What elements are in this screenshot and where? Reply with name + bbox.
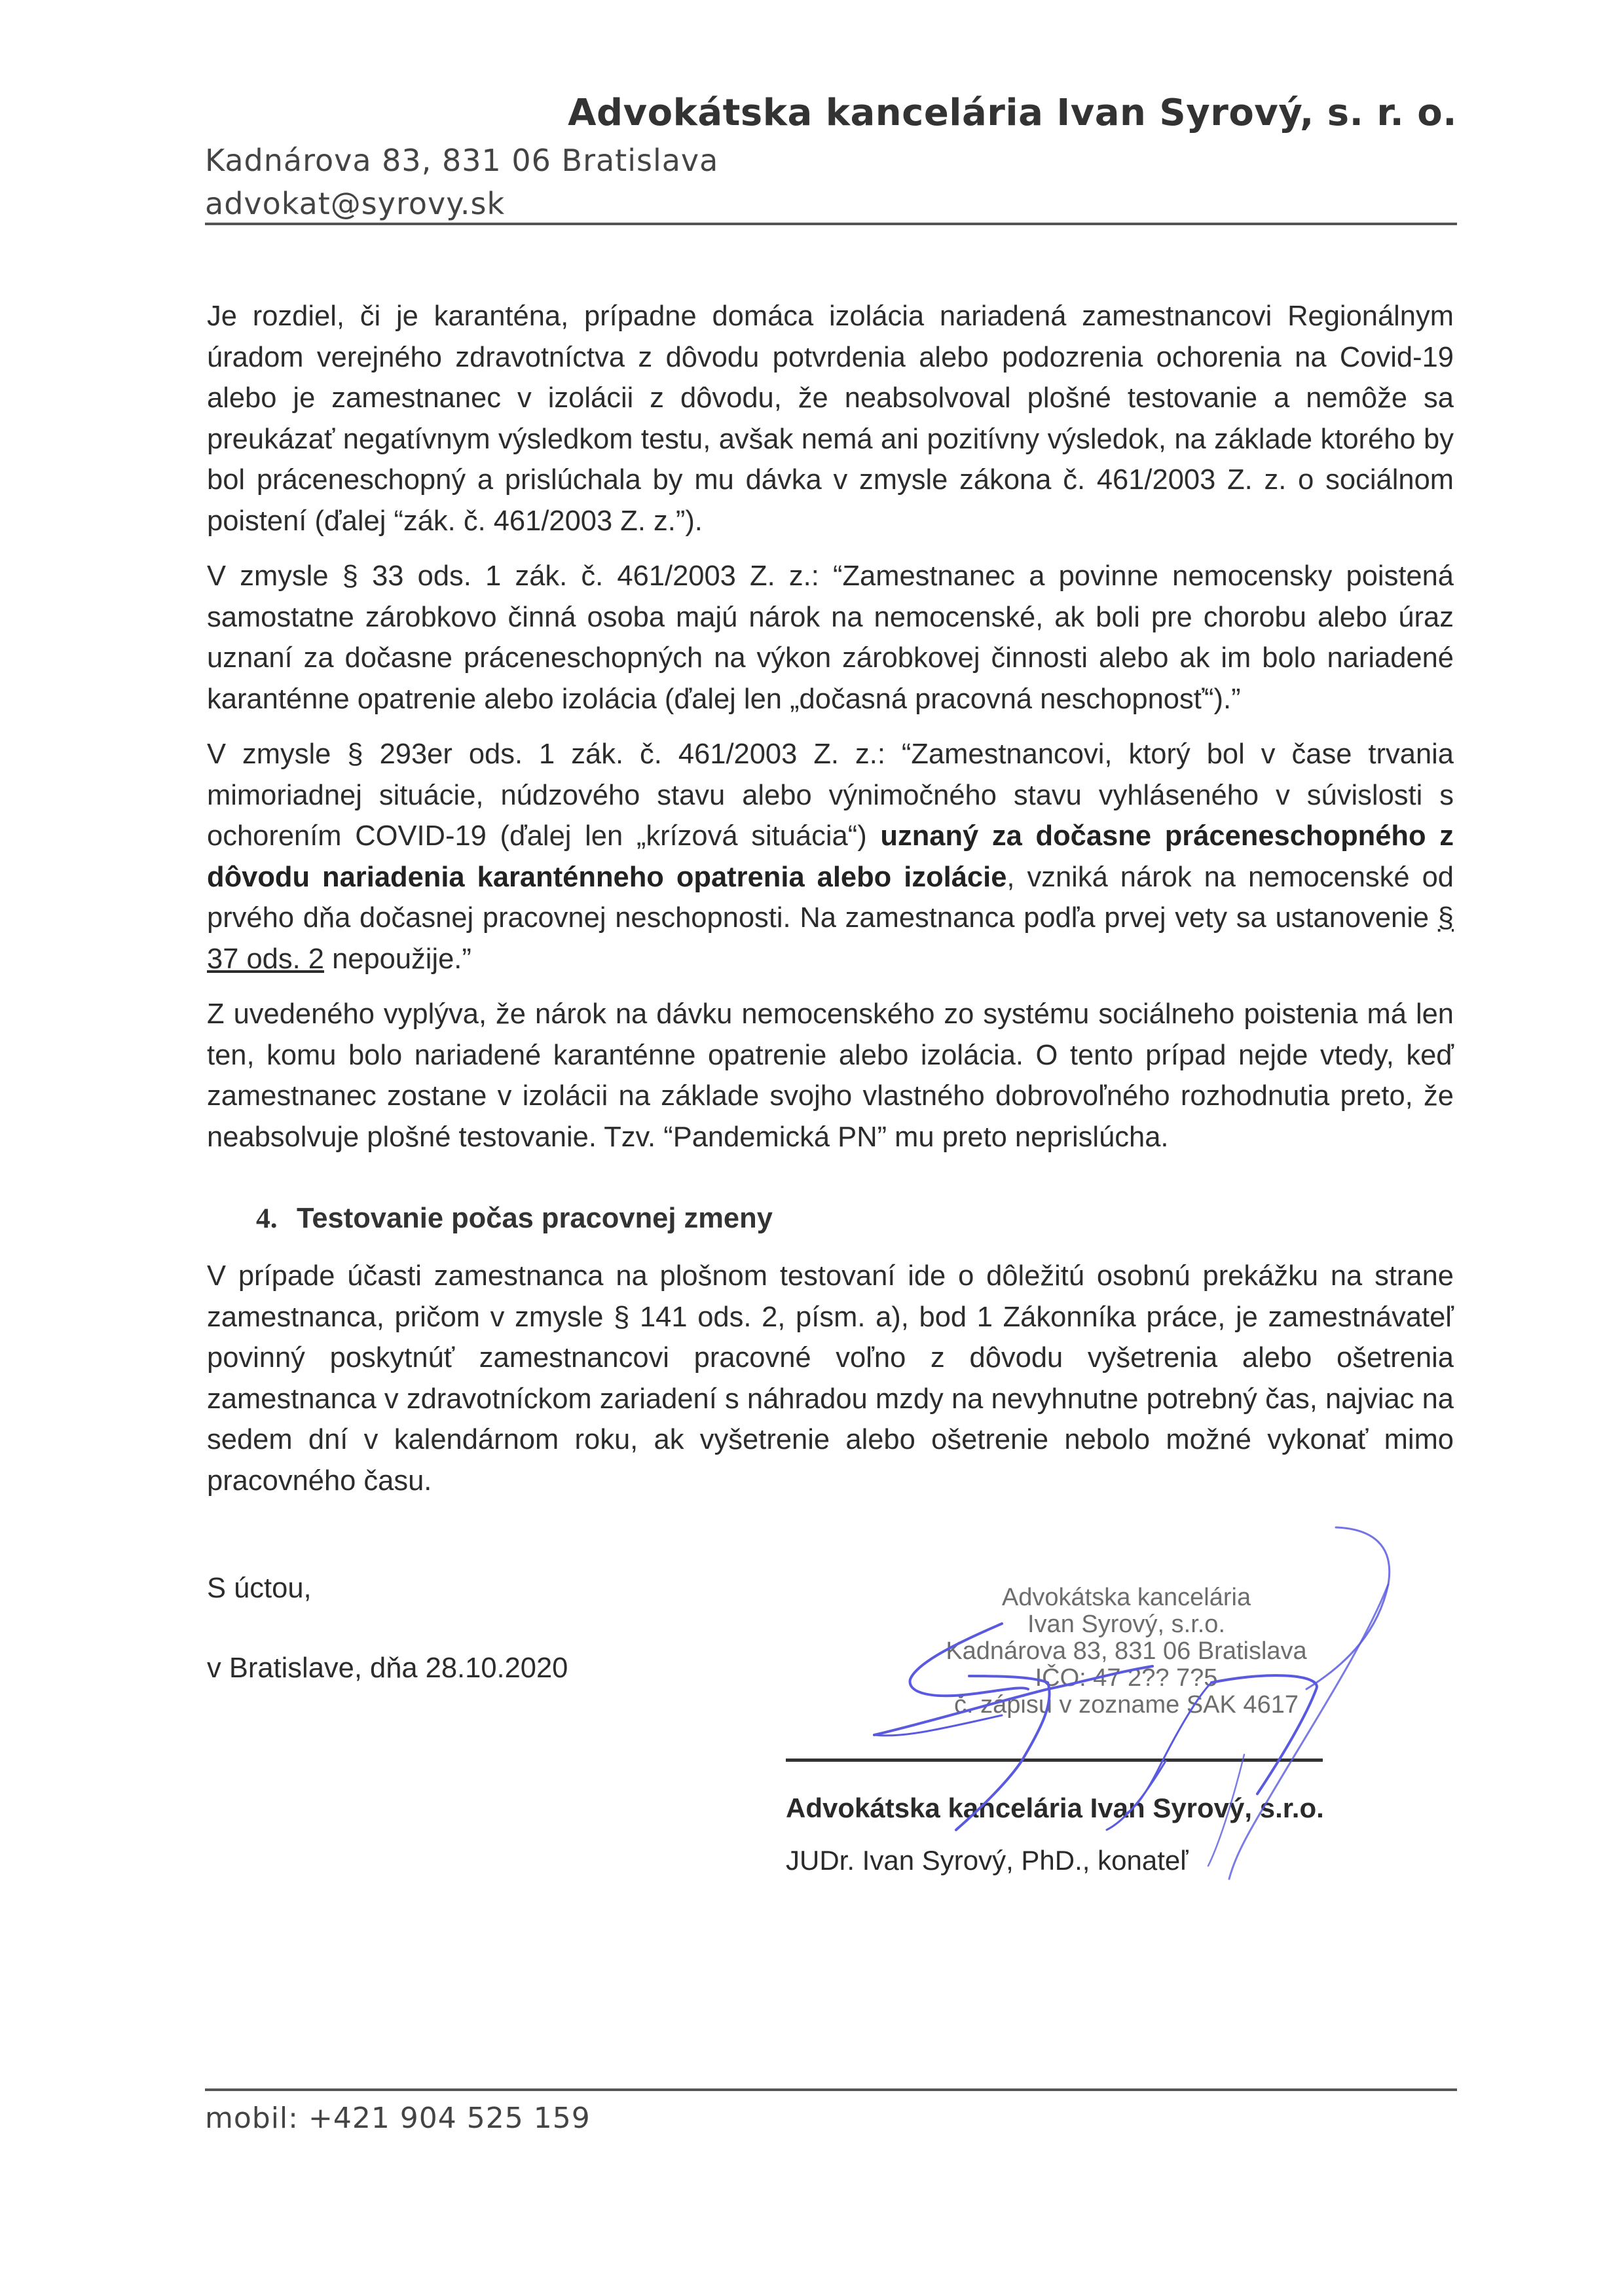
section-title: Testovanie počas pracovnej zmeny [297, 1203, 773, 1234]
stamp-line-5: č. zápisu v zozname SAK 4617 [954, 1691, 1299, 1719]
paragraph-text: , vzniká nárok na nemocenské od prvého dňa dočasnej pracovnej neschopnosti. Na zamestnanca podľa prvej vety sa ustanovenie [207, 861, 1454, 934]
stamp-line-3: Kadnárova 83, 831 06 Bratislava [946, 1637, 1307, 1665]
paragraph-text: V zmysle § 293er ods. 1 zák. č. 461/2003 Z. z.: “Zamestnancovi, ktorý bol v čase trvania mimoriadnej situácie, núdzového stavu alebo výnimočného stavu vyhláseného v súvislosti s ochorením COVID-19 (ďalej len „krízová situácia“) [207, 738, 1454, 852]
section-number: 4. [256, 1203, 278, 1234]
company-stamp [904, 1584, 1349, 1719]
signatory-person: JUDr. Ivan Syrový, PhD., konateľ [786, 1845, 1189, 1876]
closing-block [207, 1568, 568, 1688]
paragraph-conclusion: Z uvedeného vyplýva, že nárok na dávku nemocenského zo systému sociálneho poistenia má len ten, komu bolo nariadené karanténne opatrenie alebo izolácia. O tento prípad nejde vtedy, keď zamestnanec zostane v izolácii na základe svojho vlastného dobrovoľného rozhodnutia preto, že neabsolvuje plošné testovanie. Tzv. “Pandemická PN” mu preto neprislúcha. [207, 998, 1454, 1153]
paragraph-quarantine-difference: Je rozdiel, či je karanténa, prípadne domáca izolácia nariadená zamestnancovi Regionálnym úradom verejného zdravotníctva z dôvodu potvrdenia alebo podozrenia ochorenia na Covid-19 alebo je zamestnanec v izolácii z dôvodu, že neabsolvoval plošné testovanie a nemôže sa preukázať negatívnym výsledkom testu, avšak nemá ani pozitívny výsledok, na základe ktorého by bol práceneschopný a prislúchala by mu dávka v zmysle zákona č. 461/2003 Z. z. o sociálnom poistení (ďalej “zák. č. 461/2003 Z. z.”). [207, 301, 1454, 537]
letter-body [207, 296, 1454, 1516]
signature-line [786, 1758, 1323, 1762]
stamp-line-1: Advokátska kancelária [1001, 1584, 1251, 1611]
paragraph-testing-during-shift: V prípade účasti zamestnanca na plošnom testovaní ide o dôležitú osobnú prekážku na strane zamestnanca, pričom v zmysle § 141 ods. 2, písm. a), bod 1 Zákonníka práce, je zamestnávateľ povinný poskytnúť zamestnancovi pracovné voľno z dôvodu vyšetrenia alebo ošetrenia zamestnanca v zdravotníckom zariadení s náhradou mzdy na nevyhnutne potrebný čas, najviac na sedem dní v kalendárnom roku, ak vyšetrenie alebo ošetrenie nebolo možné vykonať mimo pracovného času. [207, 1260, 1454, 1497]
paragraph-section-293er [207, 734, 1454, 979]
paragraph-section-33: V zmysle § 33 ods. 1 zák. č. 461/2003 Z. z.: “Zamestnanec a povinne nemocensky poistená samostatne zárobkovo činná osoba majú nárok na nemocenské, ak boli pre chorobu alebo úraz uznaní za dočasne práceneschopných na výkon zárobkovej činnosti alebo ak im bolo nariadené karanténne opatrenie alebo izolácia (ďalej len „dočasná pracovná neschopnosť“).” [207, 560, 1454, 715]
section-heading-4 [207, 1198, 1454, 1239]
stamp-line-4: IČO: 47 2?? 7?5 [1035, 1664, 1218, 1692]
section-37-link[interactable]: § 37 ods. 2 [207, 902, 1454, 975]
letterhead-company-name: Advokátska kancelária Ivan Syrový, s. r. o. [568, 92, 1457, 134]
letterhead-divider [205, 223, 1457, 225]
footer-mobile-phone: mobil: +421 904 525 159 [205, 2102, 591, 2135]
place-and-date: v Bratislave, dňa 28.10.2020 [207, 1652, 568, 1684]
letterhead-address: Kadnárova 83, 831 06 Bratislava [205, 143, 719, 178]
letterhead-email: advokat@syrovy.sk [205, 186, 506, 221]
signatory-company: Advokátska kancelária Ivan Syrový, s.r.o. [786, 1793, 1324, 1823]
bold-emphasis: uznaný za dočasne práceneschopného z dôvodu nariadenia karanténneho opatrenia alebo izolácie [207, 820, 1454, 893]
salutation: S úctou, [207, 1573, 312, 1604]
stamp-line-2: Ivan Syrový, s.r.o. [1027, 1611, 1225, 1638]
paragraph-text: nepoužije.” [323, 943, 471, 975]
footer-divider [205, 2088, 1457, 2091]
